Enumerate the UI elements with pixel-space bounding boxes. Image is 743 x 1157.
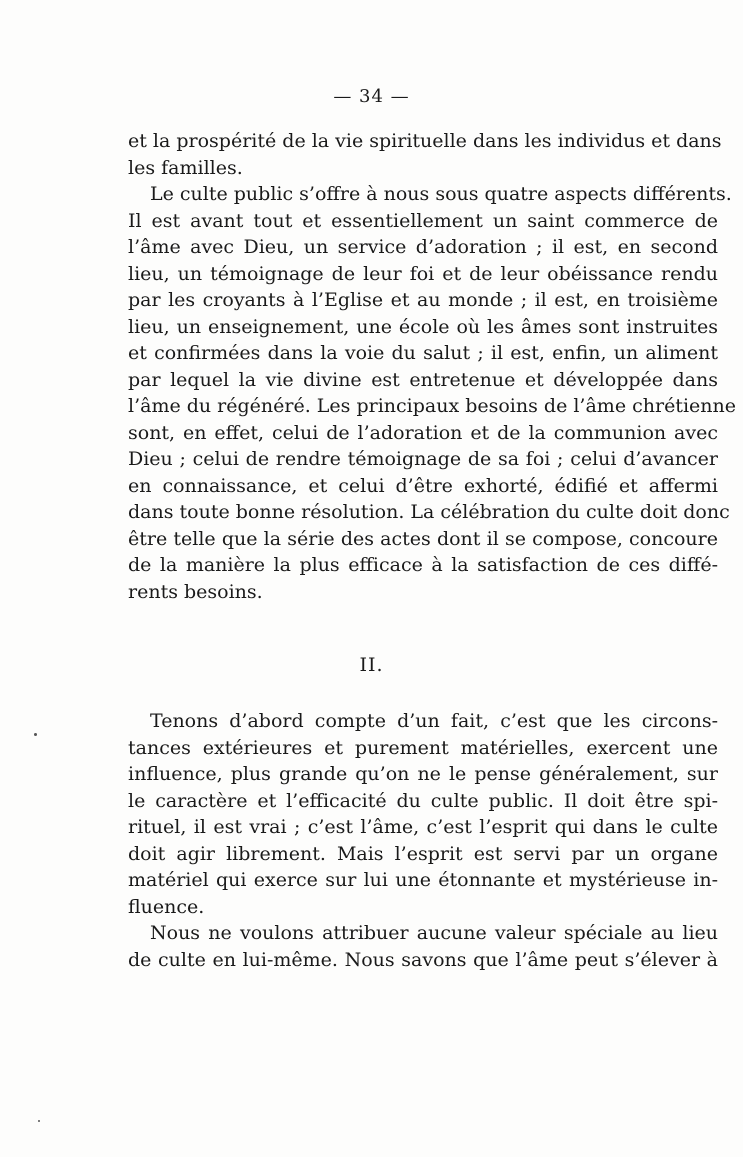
text-line: par les croyants à l’Eglise et au monde ; il est, en troisième <box>128 289 718 311</box>
paragraph-aspects <box>128 181 736 605</box>
paragraph-continuation <box>128 128 722 181</box>
text-line: Le culte public s’offre à nous sous quatre aspects différents. <box>150 183 732 205</box>
page-number: — 34 — <box>333 86 410 107</box>
section-heading: II. <box>359 654 384 676</box>
text-line: être telle que la série des actes dont il se compose, concoure <box>128 527 718 550</box>
text-block-top <box>128 128 736 605</box>
text-line: de culte en lui-même. Nous savons que l’âme peut s’élever à <box>128 948 718 971</box>
text-line: et la prospérité de la vie spirituelle dans les individus et dans <box>128 130 722 152</box>
text-line: l’âme avec Dieu, un service d’adoration ; il est, en second <box>128 236 718 258</box>
text-line: et confirmées dans la voie du salut ; il est, enfin, un aliment <box>128 342 718 364</box>
paragraph-circumstances <box>128 708 718 920</box>
text-line: rituel, il est vrai ; c’est l’âme, c’est l’esprit qui dans le culte <box>128 816 718 838</box>
text-line: lieu, un témoignage de leur foi et de leur obéissance rendu <box>128 262 718 285</box>
text-line: les familles. <box>128 156 243 179</box>
text-line: matériel qui exerce sur lui une étonnante et mystérieuse in- <box>128 869 718 891</box>
text-block-bottom <box>128 708 718 973</box>
text-line: Dieu ; celui de rendre témoignage de sa foi ; celui d’avancer <box>128 448 718 470</box>
scan-speck <box>38 1120 40 1122</box>
text-line: doit agir librement. Mais l’esprit est servi par un organe <box>128 842 718 865</box>
text-line: lieu, un enseignement, une école où les âmes sont instruites <box>128 315 718 338</box>
text-line: l’âme du régénéré. Les principaux besoins de l’âme chrétienne <box>128 395 736 417</box>
text-line: le caractère et l’efficacité du culte public. Il doit être spi- <box>128 789 718 812</box>
text-line: par lequel la vie divine est entretenue et développée dans <box>128 368 718 391</box>
text-line: Nous ne voulons attribuer aucune valeur spéciale au lieu <box>150 922 718 944</box>
scan-speck <box>34 733 37 736</box>
text-line: en connaissance, et celui d’être exhorté, édifié et affermi <box>128 474 718 497</box>
text-line: sont, en effet, celui de l’adoration et de la communion avec <box>128 421 718 444</box>
text-line: dans toute bonne résolution. La célébration du culte doit donc <box>128 501 730 523</box>
text-line: Tenons d’abord compte d’un fait, c’est que les circons- <box>150 710 718 732</box>
text-line: tances extérieures et purement matérielles, exercent une <box>128 736 718 759</box>
text-line: de la manière la plus efficace à la satisfaction de ces diffé- <box>128 554 718 576</box>
text-line: fluence. <box>128 895 205 918</box>
text-line: influence, plus grande qu’on ne le pense généralement, sur <box>128 763 718 785</box>
text-line: Il est avant tout et essentiellement un saint commerce de <box>128 209 718 232</box>
text-line: rents besoins. <box>128 580 263 603</box>
paragraph-place-of-worship <box>128 920 718 973</box>
